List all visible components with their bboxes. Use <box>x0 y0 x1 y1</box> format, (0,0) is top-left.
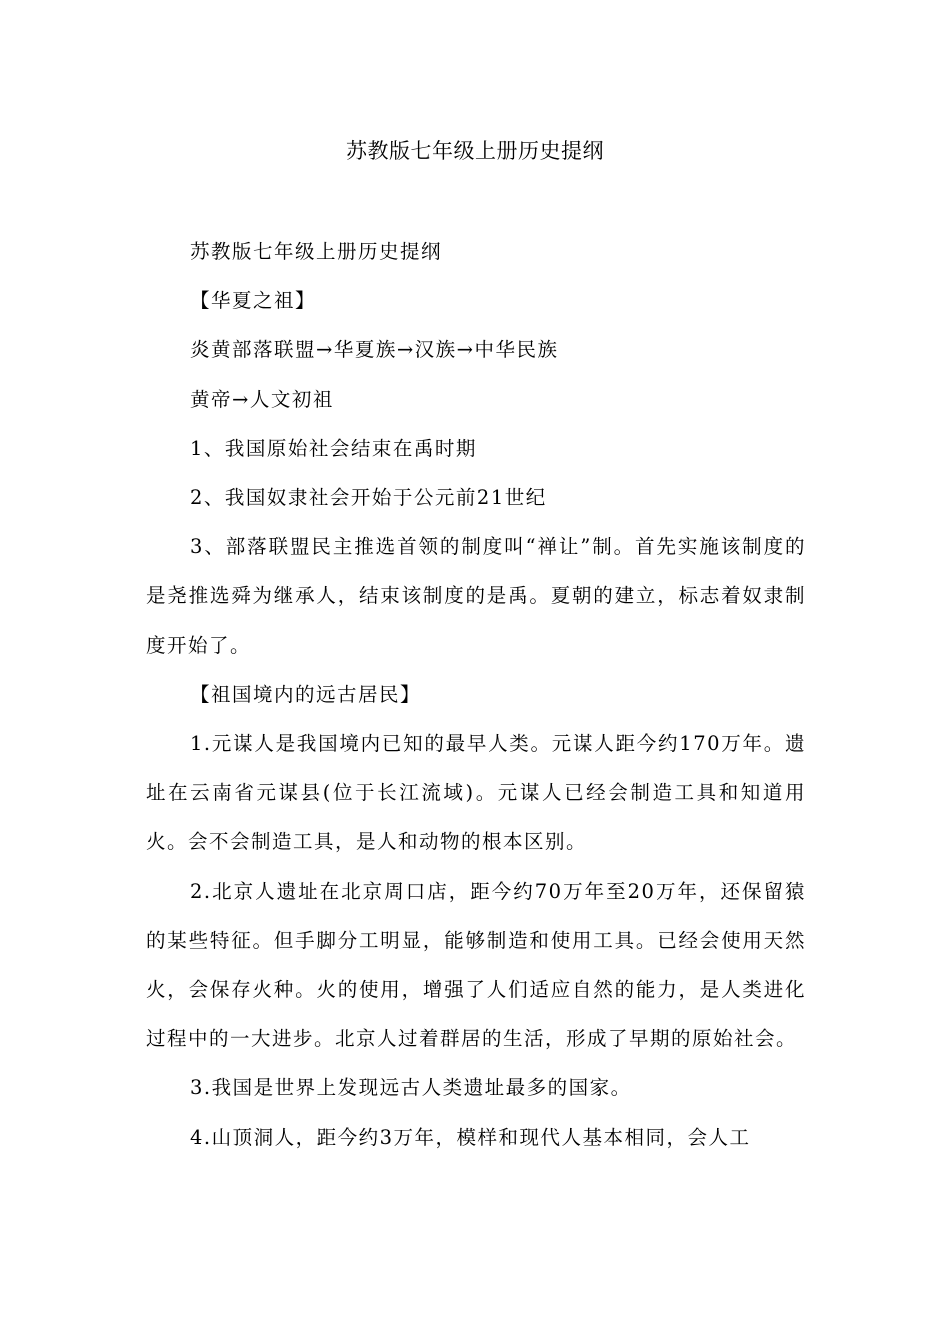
paragraph: 黄帝→人文初祖 <box>190 387 334 411</box>
paragraph: 炎黄部落联盟→华夏族→汉族→中华民族 <box>190 338 559 362</box>
list-item: 2、我国奴隶社会开始于公元前21世纪 <box>190 486 547 510</box>
section-heading: 【祖国境内的远古居民】 <box>190 682 422 706</box>
list-item: 3、部落联盟民主推选首领的制度叫“禅让”制。首先实施该制度的是尧推选舜为继承人，结束该制度的是禹。夏朝的建立，标志着奴隶制度开始了。 <box>146 535 806 657</box>
list-item: 1、我国原始社会结束在禹时期 <box>190 436 477 460</box>
section-heading: 【华夏之祖】 <box>190 289 317 313</box>
paragraph: 苏教版七年级上册历史提纲 <box>190 240 443 263</box>
list-item: 3.我国是世界上发现远古人类遗址最多的国家。 <box>190 1076 632 1100</box>
list-item: 1.元谋人是我国境内已知的最早人类。元谋人距今约170万年。遗址在云南省元谋县(位于长江流域)。元谋人已经会制造工具和知道用火。会不会制造工具，是人和动物的根本区别。 <box>146 732 806 854</box>
list-item: 2.北京人遗址在北京周口店，距今约70万年至20万年，还保留猿的某些特征。但手脚分工明显，能够制造和使用工具。已经会使用天然火，会保存火种。火的使用，增强了人们适应自然的能力，是人类进化过程中的一大进步。北京人过着群居的生活，形成了早期的原始社会。 <box>146 879 806 1051</box>
document-title: 苏教版七年级上册历史提纲 <box>346 139 604 163</box>
list-item: 4.山顶洞人，距今约3万年，模样和现代人基本相同，会人工 <box>190 1125 751 1149</box>
document-body <box>146 227 806 1162</box>
